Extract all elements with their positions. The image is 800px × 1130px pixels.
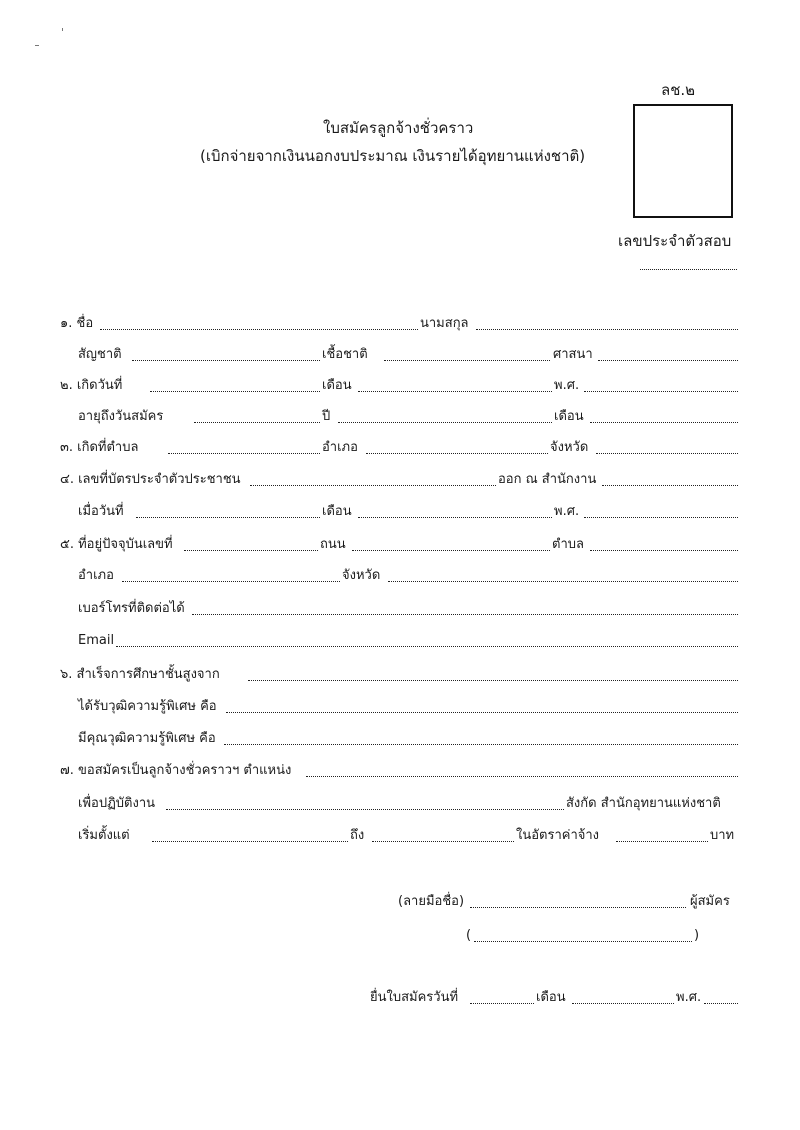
baht-label: บาท	[710, 828, 735, 843]
submit-month-field[interactable]	[572, 1003, 674, 1004]
qualification-field[interactable]	[226, 712, 738, 713]
photo-box	[633, 104, 733, 218]
age-years-field[interactable]	[194, 422, 320, 423]
address-number-field[interactable]	[184, 550, 318, 551]
phone-field[interactable]	[192, 614, 738, 615]
special-skill-field[interactable]	[224, 744, 738, 745]
affiliation-label: สังกัด สำนักอุทยานแห่งชาติ	[566, 796, 721, 811]
end-date-field[interactable]	[372, 841, 514, 842]
birth-year-label: พ.ศ.	[554, 378, 580, 393]
province-label: จังหวัด	[342, 568, 381, 583]
religion-label: ศาสนา	[553, 347, 593, 362]
position-field[interactable]	[306, 776, 738, 777]
scan-speck	[35, 45, 39, 46]
birth-subdistrict-field[interactable]	[168, 453, 320, 454]
wage-label: ในอัตราค่าจ้าง	[516, 828, 600, 843]
exam-number-label: เลขประจำตัวสอบ	[618, 232, 732, 250]
subdistrict-label: ตำบล	[552, 537, 584, 552]
birth-month-label: เดือน	[322, 378, 352, 393]
nationality-field[interactable]	[132, 360, 320, 361]
birth-day-field[interactable]	[150, 391, 320, 392]
birth-province-label: จังหวัด	[550, 440, 589, 455]
road-label: ถนน	[320, 537, 346, 552]
surname-field[interactable]	[476, 329, 738, 330]
issue-day-field[interactable]	[136, 517, 320, 518]
name-label: ๑. ชื่อ	[60, 316, 94, 331]
road-field[interactable]	[352, 550, 550, 551]
name-field[interactable]	[100, 329, 418, 330]
education-field[interactable]	[248, 680, 738, 681]
race-label: เชื้อชาติ	[322, 347, 368, 362]
religion-field[interactable]	[598, 360, 738, 361]
wage-field[interactable]	[616, 841, 708, 842]
issue-year-field[interactable]	[584, 517, 738, 518]
issue-day-label: เมื่อวันที่	[78, 504, 124, 519]
issue-month-field[interactable]	[358, 517, 552, 518]
applicant-label: ผู้สมัคร	[690, 894, 730, 909]
work-at-field[interactable]	[166, 809, 564, 810]
id-card-label: ๔. เลขที่บัตรประจำตัวประชาชน	[60, 472, 241, 487]
start-date-field[interactable]	[152, 841, 348, 842]
age-years-label: ปี	[322, 409, 331, 424]
name-paren-open: (	[466, 928, 472, 943]
birth-district-label: อำเภอ	[322, 440, 358, 455]
birth-month-field[interactable]	[358, 391, 552, 392]
exam-number-field[interactable]	[640, 269, 737, 270]
submit-year-field[interactable]	[704, 1003, 738, 1004]
issued-at-field[interactable]	[602, 485, 738, 486]
age-label: อายุถึงวันสมัคร	[78, 409, 164, 424]
issued-at-label: ออก ณ สำนักงาน	[498, 472, 597, 487]
surname-label: นามสกุล	[420, 316, 469, 331]
birth-district-field[interactable]	[366, 453, 548, 454]
age-months-field[interactable]	[338, 422, 552, 423]
issue-month-label: เดือน	[322, 504, 352, 519]
submitted-on-label: ยื่นใบสมัครวันที่	[370, 990, 459, 1005]
birth-day-label: ๒. เกิดวันที่	[60, 378, 123, 393]
email-field[interactable]	[116, 646, 738, 647]
form-title: ใบสมัครลูกจ้างชั่วคราว	[323, 119, 474, 137]
form-code: ลช.๒	[661, 81, 696, 99]
signature-field[interactable]	[470, 907, 686, 908]
qualification-label: ได้รับวุฒิความรู้พิเศษ คือ	[78, 699, 217, 714]
education-label: ๖. สำเร็จการศึกษาชั้นสูงจาก	[60, 667, 220, 682]
scan-speck	[62, 28, 63, 31]
address-label: ๕. ที่อยู่ปัจจุบันเลขที่	[60, 537, 173, 552]
name-paren-close: )	[694, 928, 700, 943]
special-skill-label: มีคุณวุฒิความรู้พิเศษ คือ	[78, 731, 216, 746]
birth-province-field[interactable]	[596, 453, 738, 454]
subdistrict-field[interactable]	[590, 550, 738, 551]
birth-subdistrict-label: ๓. เกิดที่ตำบล	[60, 440, 139, 455]
age-months-label: เดือน	[554, 409, 584, 424]
phone-label: เบอร์โทรที่ติดต่อได้	[78, 601, 185, 616]
issue-year-label: พ.ศ.	[554, 504, 580, 519]
submit-year-label: พ.ศ.	[676, 990, 702, 1005]
form-subtitle: (เบิกจ่ายจากเงินนอกงบประมาณ เงินรายได้อุทยานแห่งชาติ)	[200, 147, 586, 165]
nationality-label: สัญชาติ	[78, 347, 122, 362]
start-date-label: เริ่มตั้งแต่	[78, 828, 130, 843]
work-at-label: เพื่อปฏิบัติงาน	[78, 796, 156, 811]
id-card-field[interactable]	[250, 485, 496, 486]
email-label: Email	[78, 633, 115, 648]
district-field[interactable]	[122, 581, 340, 582]
birth-year-field[interactable]	[584, 391, 738, 392]
end-date-label: ถึง	[350, 828, 365, 843]
position-label: ๗. ขอสมัครเป็นลูกจ้างชั่วคราวฯ ตำแหน่ง	[60, 763, 292, 778]
submit-month-label: เดือน	[536, 990, 566, 1005]
age-trailing-field[interactable]	[590, 422, 738, 423]
province-field[interactable]	[388, 581, 738, 582]
race-field[interactable]	[384, 360, 550, 361]
signature-label: (ลายมือชื่อ)	[398, 894, 465, 909]
printed-name-field[interactable]	[474, 941, 692, 942]
district-label: อำเภอ	[78, 568, 114, 583]
submit-day-field[interactable]	[470, 1003, 534, 1004]
